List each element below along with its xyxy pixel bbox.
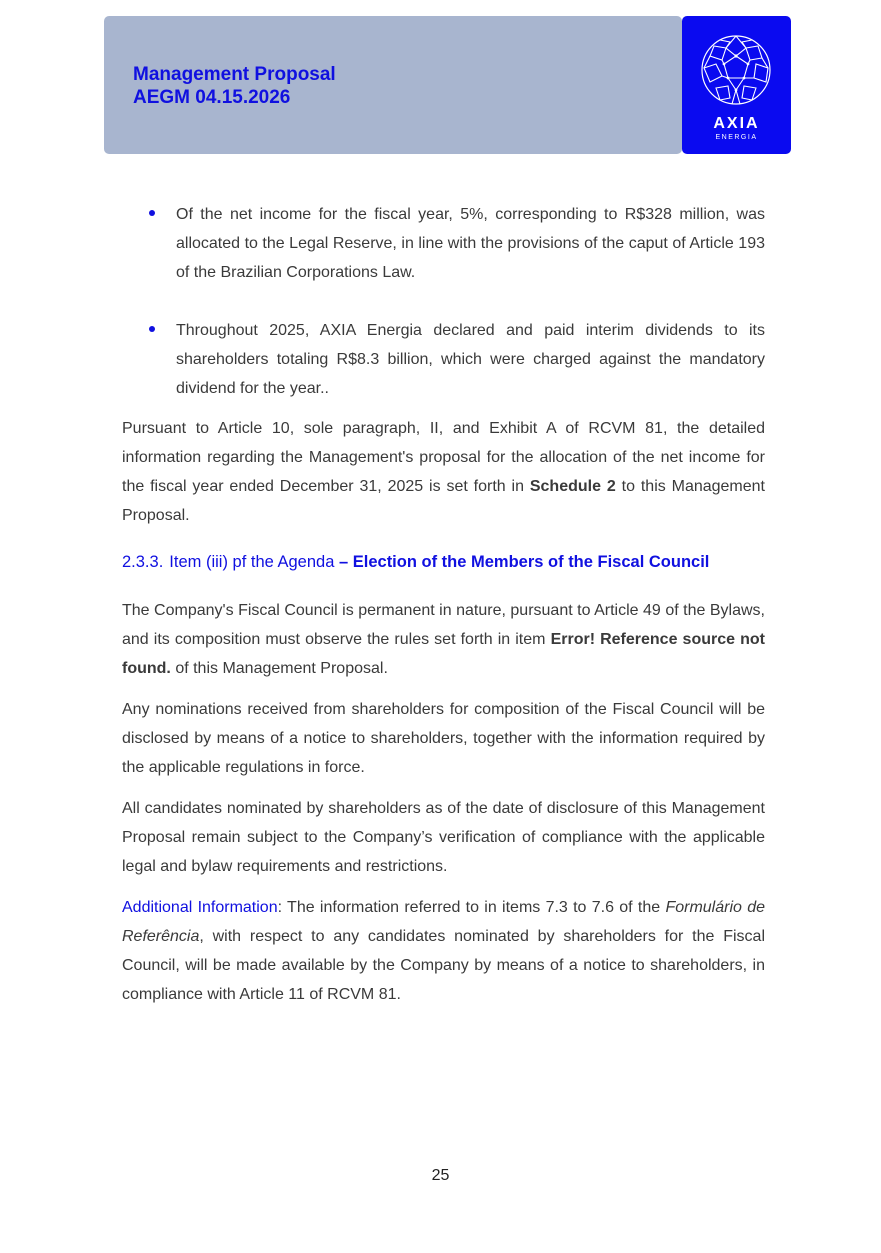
reference-error-text: Error! Reference source not found. <box>122 631 765 677</box>
section-title: – Election of the Members of the Fiscal Council <box>338 553 710 571</box>
bullet-list <box>122 200 765 403</box>
paragraph-text: , with respect to any candidates nominated by shareholders for the Fiscal Council, will be made available by the Company by means of a notice to shareholders, in compliance with Article 11 of RCVM 81. <box>122 928 765 1003</box>
formulario-reference: Formulário de Referência <box>122 899 766 945</box>
title-line-1: Management Proposal <box>133 64 336 85</box>
list-item <box>122 316 765 403</box>
document-body <box>122 200 765 1009</box>
bullet-icon <box>149 326 155 332</box>
additional-info-label: Additional Information <box>122 899 278 916</box>
paragraph-fiscal-council <box>122 596 765 683</box>
section-prefix: Item (iii) pf the Agenda <box>169 553 335 571</box>
logo-wordmark: AXIA <box>713 115 760 132</box>
bullet-text: Throughout 2025, AXIA Energia declared and paid interim dividends to its shareholders totaling R$8.3 billion, which were charged against the mandatory dividend for the year.. <box>176 322 765 397</box>
paragraph-candidates: All candidates nominated by shareholders as of the date of disclosure of this Management Proposal remain subject to the Company’s verification of compliance with the applicable legal and bylaw requirements and restrictions. <box>122 800 765 875</box>
section-number: 2.3.3. <box>122 553 164 571</box>
paragraph-text: The Company's Fiscal Council is permanent in nature, pursuant to Article 49 of the Bylaws, and its composition must observe the rules set forth in item <box>122 602 765 648</box>
company-logo <box>682 16 791 154</box>
title-line-2: AEGM 04.15.2026 <box>133 87 291 108</box>
paragraph-additional-info <box>122 893 765 1009</box>
header-banner <box>104 16 682 154</box>
bullet-icon <box>149 210 155 216</box>
paragraph-text: Pursuant to Article 10, sole paragraph, II, and Exhibit A of RCVM 81, the detailed information regarding the Management's proposal for the allocation of the net income for the fiscal year ended December 31, 2025 is set forth in <box>122 420 765 495</box>
list-item <box>122 200 765 287</box>
paragraph-allocation <box>122 414 765 530</box>
bullet-text: Of the net income for the fiscal year, 5%, corresponding to R$328 million, was allocated to the Legal Reserve, in line with the provisions of the caput of Article 193 of the Brazilian Corporations Law. <box>176 206 765 281</box>
globe-logo-icon <box>700 34 772 106</box>
paragraph-nominations: Any nominations received from shareholders for composition of the Fiscal Council will be disclosed by means of a notice to shareholders, together with the information required by the applicable regulations in force. <box>122 701 765 776</box>
section-heading <box>122 548 765 577</box>
paragraph-text: to this Management Proposal. <box>122 478 765 524</box>
paragraph-text: : The information referred to in items 7.3 to 7.6 of the <box>277 899 666 916</box>
document-title <box>133 63 336 109</box>
paragraph-text: of this Management Proposal. <box>170 660 388 677</box>
schedule-reference: Schedule 2 <box>529 478 616 495</box>
page-number: 25 <box>431 1167 450 1184</box>
logo-subtitle: ENERGIA <box>715 134 758 141</box>
